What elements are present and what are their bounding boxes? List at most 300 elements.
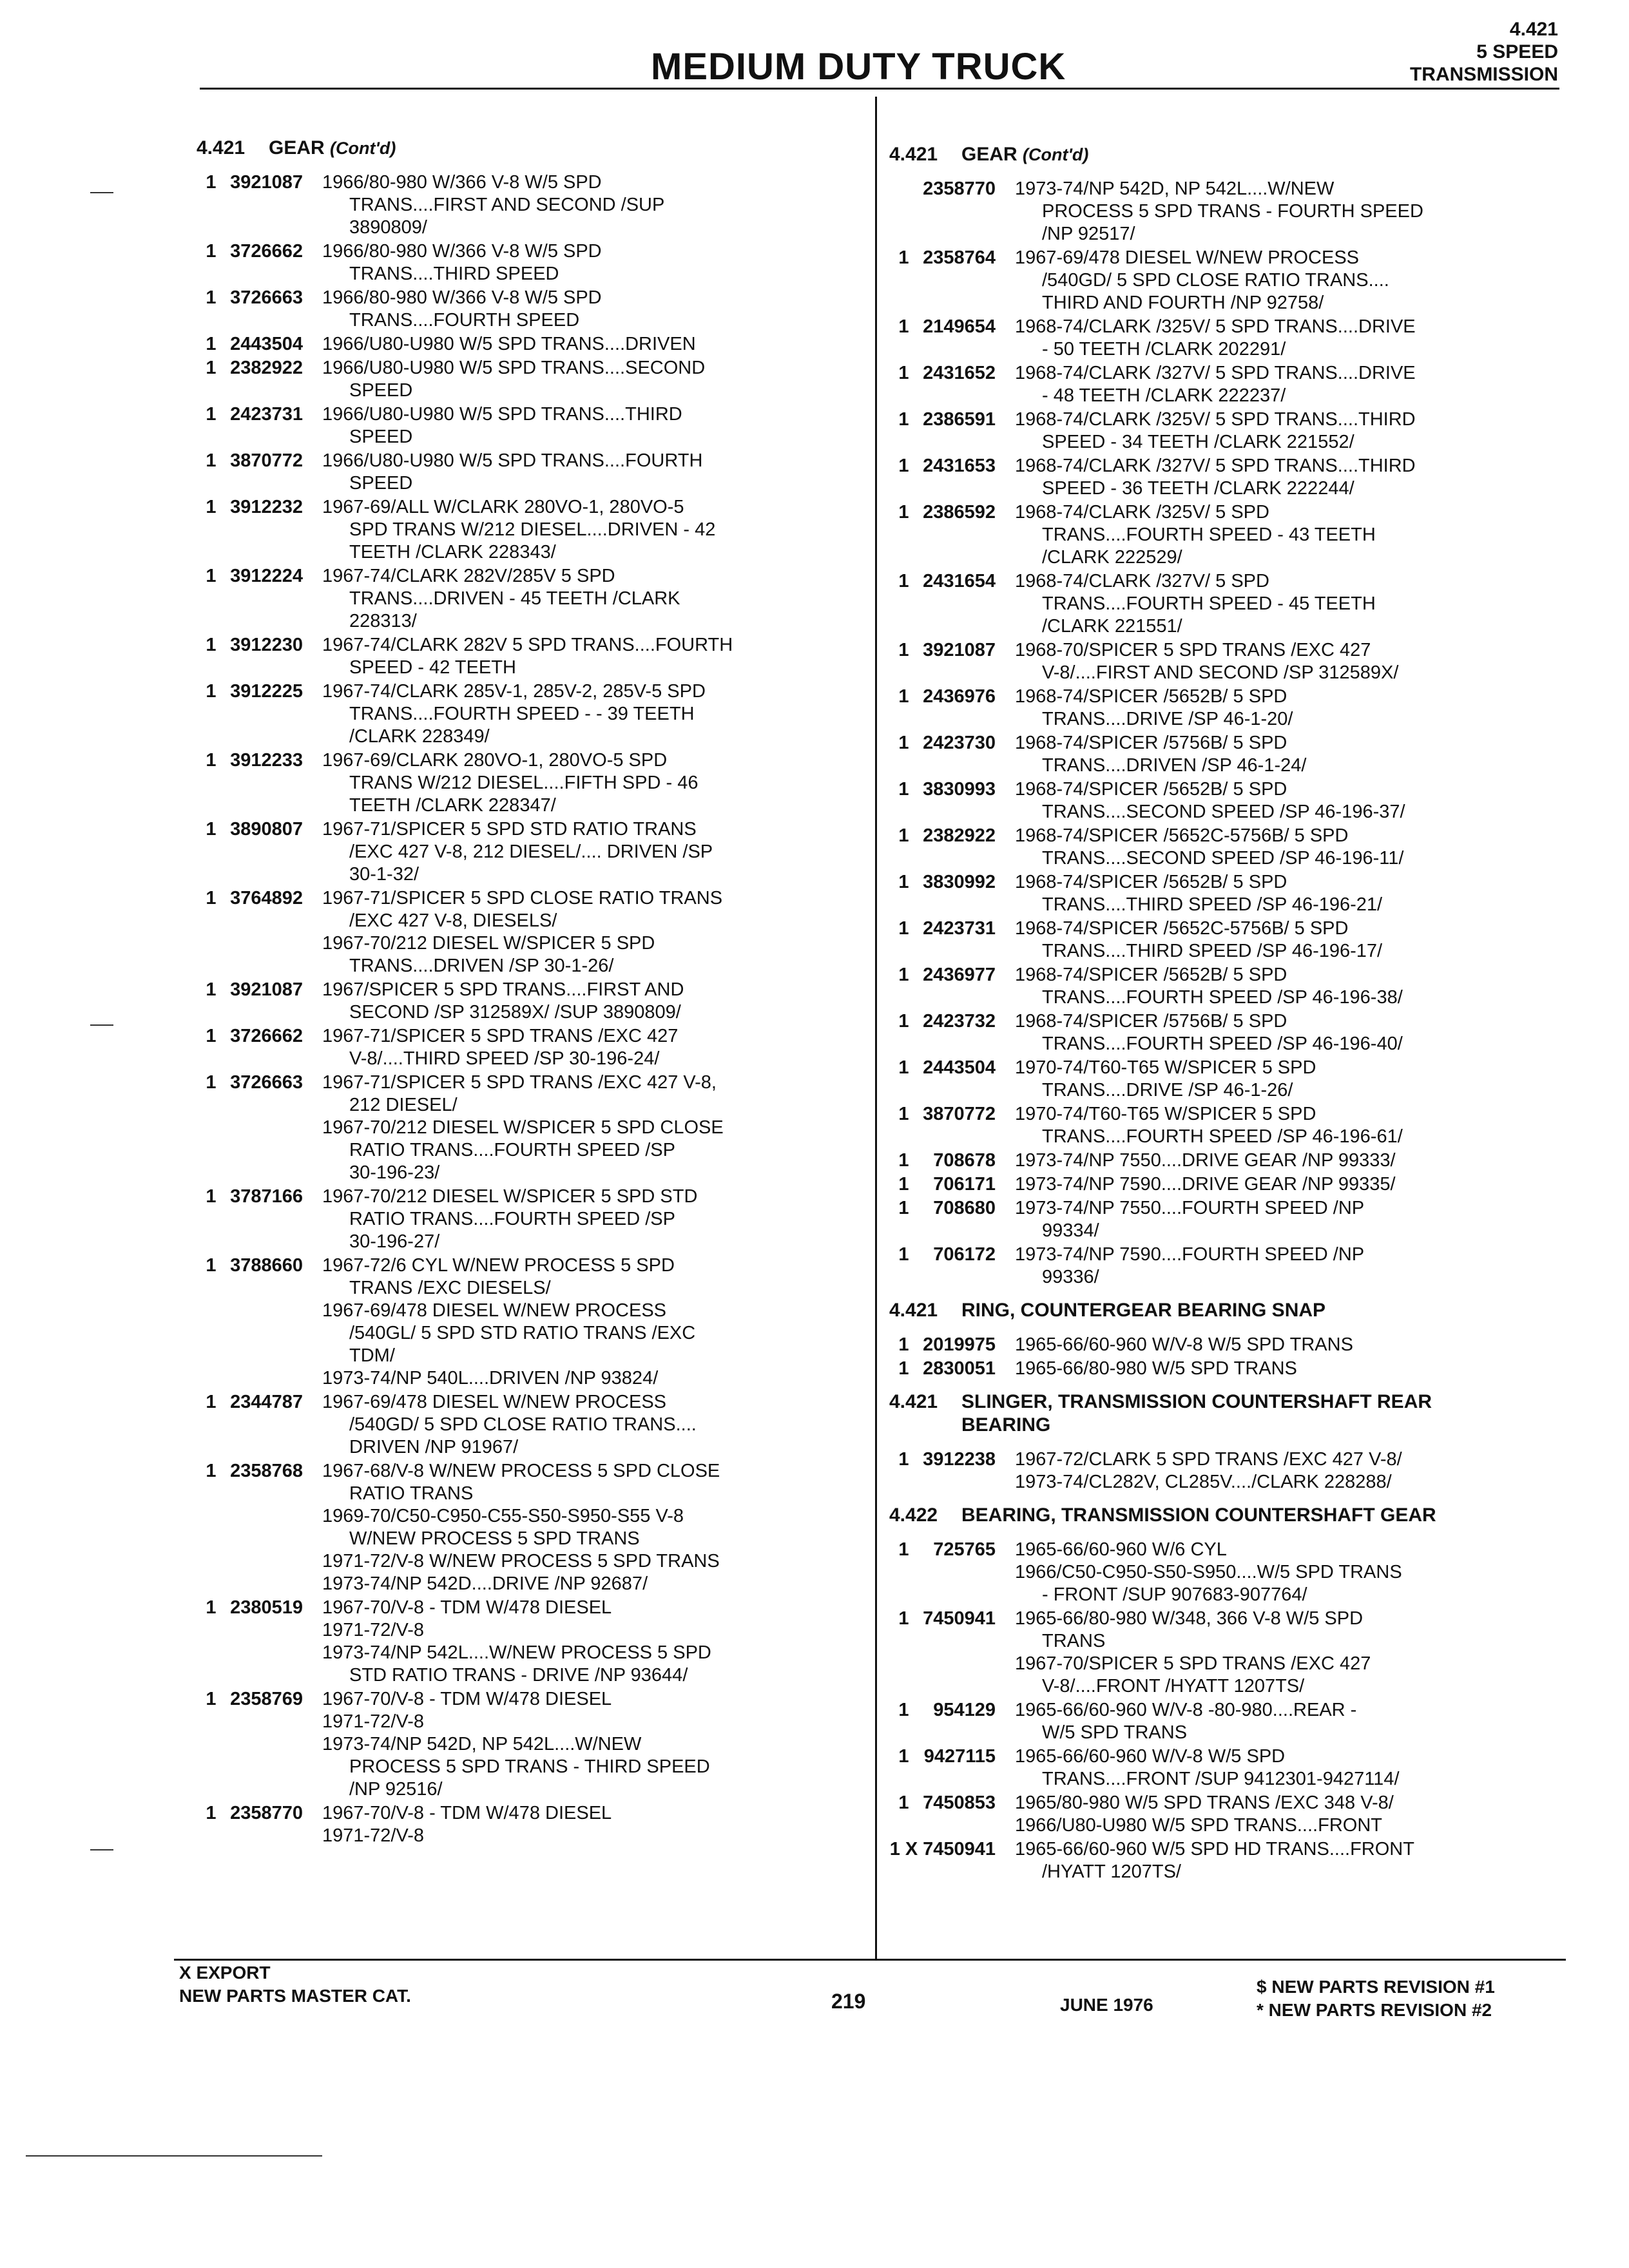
column-divider	[875, 97, 877, 1959]
part-number: 2382922	[230, 358, 303, 378]
description-line: 1967-71/SPICER 5 SPD TRANS /EXC 427 V-8,	[322, 1072, 717, 1093]
description-line: 1973-74/NP 7590....DRIVE GEAR /NP 99335/	[1015, 1174, 1396, 1195]
part-number: 2431654	[923, 571, 996, 591]
description-line: 1968-74/SPICER /5756B/ 5 SPD	[1015, 733, 1287, 753]
quantity: 1	[206, 1461, 217, 1481]
description-line: 1966/U80-U980 W/5 SPD TRANS....FOURTH	[322, 450, 703, 471]
part-entry	[889, 1149, 1566, 1172]
part-description	[1015, 1057, 1566, 1102]
quantity: 1	[206, 1026, 217, 1046]
quantity: 1	[898, 965, 909, 985]
description-line: 1968-74/SPICER /5652C-5756B/ 5 SPD	[1015, 918, 1349, 939]
description-line: 1968-74/SPICER /5652B/ 5 SPD	[1015, 686, 1287, 707]
part-description	[1015, 178, 1566, 245]
margin-mark	[90, 192, 113, 193]
part-description	[1015, 247, 1566, 314]
description-line: 1967-71/SPICER 5 SPD STD RATIO TRANS	[322, 819, 697, 840]
description-line: 1967-71/SPICER 5 SPD TRANS /EXC 427	[322, 1026, 679, 1046]
quantity: 1	[898, 409, 909, 430]
part-number: 3912230	[230, 635, 303, 655]
description-line: 1968-74/CLARK /327V/ 5 SPD TRANS....THIRD	[1015, 456, 1416, 476]
description-line: TRANS....FOURTH SPEED /SP 46-196-61/	[1042, 1126, 1403, 1147]
part-description	[1015, 1792, 1566, 1837]
description-line: 1971-72/V-8 W/NEW PROCESS 5 SPD TRANS	[322, 1551, 720, 1571]
part-entry	[889, 1010, 1566, 1055]
part-number: 2830051	[923, 1358, 996, 1379]
quantity: 1	[206, 819, 217, 840]
part-number: 7450853	[923, 1792, 996, 1813]
part-entry	[889, 1358, 1566, 1380]
quantity: 1	[898, 1746, 909, 1767]
quantity: 1	[206, 287, 217, 308]
part-number: 2380519	[230, 1597, 303, 1618]
quantity: 1	[898, 1358, 909, 1379]
description-line: 1966/U80-U980 W/5 SPD TRANS....DRIVEN	[322, 334, 696, 354]
description-line: - FRONT /SUP 907683-907764/	[1042, 1584, 1307, 1605]
part-description	[322, 1597, 867, 1687]
part-entry	[889, 408, 1566, 454]
description-line: TRANS /EXC DIESELS/	[349, 1278, 551, 1298]
description-line: 1968-74/CLARK /325V/ 5 SPD	[1015, 502, 1269, 523]
part-description	[1015, 362, 1566, 407]
part-number: 2423730	[923, 733, 996, 753]
part-entry	[889, 178, 1566, 245]
description-line: 1965-66/80-980 W/348, 366 V-8 W/5 SPD	[1015, 1608, 1364, 1629]
description-line: SECOND /SP 312589X/ /SUP 3890809/	[349, 1002, 681, 1023]
description-line: 1968-74/SPICER /5756B/ 5 SPD	[1015, 1011, 1287, 1032]
part-number: 2382922	[923, 825, 996, 846]
description-line: SPEED - 36 TEETH /CLARK 222244/	[1042, 478, 1354, 499]
description-line: 1966/80-980 W/366 V-8 W/5 SPD	[322, 172, 602, 193]
description-line: TRANS....FOURTH SPEED /SP 46-196-38/	[1042, 987, 1403, 1008]
quantity: 1	[898, 1449, 909, 1470]
description-line: 30-196-23/	[349, 1162, 440, 1183]
margin-mark	[90, 1024, 113, 1026]
part-description	[322, 171, 867, 239]
quantity: 1	[206, 241, 217, 262]
part-description	[1015, 686, 1566, 731]
part-description	[322, 634, 867, 679]
description-line: TRANS....FRONT /SUP 9412301-9427114/	[1042, 1769, 1400, 1789]
description-line: SPD TRANS W/212 DIESEL....DRIVEN - 42	[349, 519, 716, 540]
description-line: 1967-70/V-8 - TDM W/478 DIESEL	[322, 1803, 612, 1823]
header-section-num: 4.421	[1509, 19, 1558, 40]
quantity: 1	[206, 334, 217, 354]
description-line: 1969-70/C50-C950-C55-S50-S950-S55 V-8	[322, 1506, 684, 1526]
quantity: 1	[206, 1072, 217, 1093]
description-line: /CLARK 222529/	[1042, 547, 1182, 568]
section-name: SLINGER, TRANSMISSION COUNTERSHAFT REAR	[961, 1391, 1432, 1412]
quantity: 1	[898, 1700, 909, 1720]
description-line: TDM/	[349, 1345, 395, 1366]
section-heading	[889, 143, 1566, 166]
part-description	[322, 287, 867, 332]
part-entry	[197, 1460, 867, 1595]
revision-1-note: $ NEW PARTS REVISION #1	[1257, 1977, 1495, 1997]
scan-line	[26, 2155, 322, 2157]
part-number: 3830993	[923, 779, 996, 800]
part-description	[322, 979, 867, 1024]
quantity	[889, 178, 918, 245]
description-line: 212 DIESEL/	[349, 1095, 458, 1115]
description-line: 1967/SPICER 5 SPD TRANS....FIRST AND	[322, 979, 684, 1000]
part-entry	[889, 1173, 1566, 1196]
part-entry	[197, 565, 867, 633]
quantity: 1	[898, 779, 909, 800]
description-line: /NP 92517/	[1042, 224, 1135, 244]
part-entry	[197, 1186, 867, 1253]
description-line: 1971-72/V-8	[322, 1620, 425, 1640]
part-entry	[197, 634, 867, 679]
part-entry	[197, 1688, 867, 1801]
description-line: 1967-69/478 DIESEL W/NEW PROCESS	[1015, 247, 1360, 268]
description-line: TRANS....FOURTH SPEED /SP 46-196-40/	[1042, 1033, 1403, 1054]
part-entry	[197, 979, 867, 1024]
quantity: 1	[898, 1539, 909, 1560]
description-line: 1970-74/T60-T65 W/SPICER 5 SPD	[1015, 1057, 1316, 1078]
description-line: 1966/U80-U980 W/5 SPD TRANS....FRONT	[1015, 1815, 1382, 1836]
revision-2-note: * NEW PARTS REVISION #2	[1257, 2000, 1492, 2020]
part-entry	[197, 1391, 867, 1459]
part-entry	[889, 1103, 1566, 1148]
part-number: 3921087	[230, 172, 303, 193]
description-line: TRANS....THIRD SPEED /SP 46-196-21/	[1042, 894, 1383, 915]
description-line: /HYATT 1207TS/	[1042, 1861, 1181, 1882]
part-entry	[889, 1448, 1566, 1494]
quantity: 1	[898, 1608, 909, 1629]
description-line: TRANS....FOURTH SPEED	[349, 310, 580, 331]
part-entry	[889, 1745, 1566, 1791]
part-entry	[889, 1334, 1566, 1356]
description-line: 1973-74/NP 542D, NP 542L....W/NEW	[322, 1734, 642, 1754]
right-column	[889, 139, 1566, 1890]
description-line: 1967-74/CLARK 282V/285V 5 SPD	[322, 566, 615, 586]
description-line: 1967-69/478 DIESEL W/NEW PROCESS	[322, 1300, 667, 1321]
part-number: 706171	[933, 1174, 996, 1195]
description-line: 1968-74/CLARK /325V/ 5 SPD TRANS....DRIVE	[1015, 316, 1416, 337]
part-number: 3830992	[923, 872, 996, 892]
description-line: TRANS....FOURTH SPEED - - 39 TEETH	[349, 704, 695, 724]
description-line: SPEED - 42 TEETH	[349, 657, 516, 678]
part-entry	[889, 686, 1566, 731]
quantity: 1	[898, 918, 909, 939]
part-number: 2149654	[923, 316, 996, 337]
description-line: SPEED	[349, 380, 413, 401]
part-description	[1015, 1745, 1566, 1791]
part-entry	[889, 639, 1566, 684]
description-line: 1968-74/CLARK /327V/ 5 SPD	[1015, 571, 1269, 591]
part-description	[1015, 1197, 1566, 1242]
description-line: V-8/....THIRD SPEED /SP 30-196-24/	[349, 1048, 660, 1069]
quantity: 1	[898, 1104, 909, 1124]
description-line: 1968-74/SPICER /5652C-5756B/ 5 SPD	[1015, 825, 1349, 846]
description-line: 1965-66/60-960 W/5 SPD HD TRANS....FRONT	[1015, 1839, 1414, 1860]
part-entry	[889, 247, 1566, 314]
page-title: MEDIUM DUTY TRUCK	[651, 46, 1066, 88]
description-line: RATIO TRANS....FOURTH SPEED /SP	[349, 1209, 675, 1229]
quantity: 1	[898, 640, 909, 660]
description-line: 1971-72/V-8	[322, 1711, 425, 1732]
description-line: 1967-69/CLARK 280VO-1, 280VO-5 SPD	[322, 750, 668, 771]
part-entry	[889, 1539, 1566, 1606]
description-line: SPEED	[349, 427, 413, 447]
part-number: 2436976	[923, 686, 996, 707]
quantity: 1	[206, 1803, 217, 1823]
description-line: TRANS....SECOND SPEED /SP 46-196-37/	[1042, 802, 1405, 822]
part-number: 2423732	[923, 1011, 996, 1032]
part-number: 2344787	[230, 1392, 303, 1412]
part-entry	[197, 1072, 867, 1184]
quantity: 1	[898, 247, 909, 268]
margin-mark	[90, 1849, 113, 1850]
description-line: TRANS....FIRST AND SECOND /SUP	[349, 195, 665, 215]
description-line: 1968-74/SPICER /5652B/ 5 SPD	[1015, 965, 1287, 985]
header-section-number	[1410, 18, 1558, 86]
part-description	[1015, 1699, 1566, 1744]
part-number: 706172	[933, 1244, 996, 1265]
part-entry	[197, 1802, 867, 1847]
quantity: 1	[206, 635, 217, 655]
part-entry	[197, 287, 867, 332]
part-entry	[889, 501, 1566, 569]
part-number: 3912233	[230, 750, 303, 771]
section-name: BEARING, TRANSMISSION COUNTERSHAFT GEAR	[961, 1504, 1436, 1526]
quantity: 1	[898, 1174, 909, 1195]
description-line: 1968-74/SPICER /5652B/ 5 SPD	[1015, 872, 1287, 892]
quantity: 1	[206, 1689, 217, 1709]
quantity: 1	[206, 979, 217, 1000]
part-number: 2431653	[923, 456, 996, 476]
section-continued: (Cont'd)	[330, 139, 396, 158]
header-subtitle-2: TRANSMISSION	[1409, 64, 1558, 85]
left-column	[197, 133, 867, 1854]
description-line: TRANS....SECOND SPEED /SP 46-196-11/	[1042, 848, 1404, 869]
description-line: 1967-68/V-8 W/NEW PROCESS 5 SPD CLOSE	[322, 1461, 720, 1481]
quantity: 1	[206, 1597, 217, 1618]
description-line: 30-1-32/	[349, 864, 419, 885]
description-line: SPEED	[349, 473, 413, 494]
part-entry	[889, 570, 1566, 638]
description-line: 1967-72/6 CYL W/NEW PROCESS 5 SPD	[322, 1255, 675, 1276]
part-number: 3870772	[230, 450, 303, 471]
part-description	[1015, 1334, 1566, 1356]
quantity: 1	[206, 681, 217, 702]
part-number: 3890807	[230, 819, 303, 840]
part-description	[1015, 871, 1566, 916]
part-number: 9427115	[923, 1746, 996, 1767]
part-entry	[889, 1197, 1566, 1242]
part-number: 2386591	[923, 409, 996, 430]
part-description	[1015, 501, 1566, 569]
description-line: 1965/80-980 W/5 SPD TRANS /EXC 348 V-8/	[1015, 1792, 1394, 1813]
part-entry	[197, 496, 867, 564]
part-number: 3764892	[230, 888, 303, 908]
part-number: 3912225	[230, 681, 303, 702]
description-line: 1966/U80-U980 W/5 SPD TRANS....SECOND	[322, 358, 706, 378]
description-line: 1973-74/NP 542L....W/NEW PROCESS 5 SPD	[322, 1642, 711, 1663]
description-line: 1967-72/CLARK 5 SPD TRANS /EXC 427 V-8/	[1015, 1449, 1402, 1470]
part-description	[1015, 732, 1566, 777]
part-description	[322, 1186, 867, 1253]
master-cat-note: NEW PARTS MASTER CAT.	[179, 1986, 411, 2006]
part-description	[1015, 1244, 1566, 1289]
part-description	[322, 333, 867, 356]
part-description	[322, 887, 867, 977]
quantity: 1	[206, 1186, 217, 1207]
section-name: GEAR	[961, 144, 1017, 165]
description-line: TRANS....DRIVE /SP 46-1-20/	[1042, 709, 1293, 729]
description-line: /NP 92516/	[349, 1779, 443, 1800]
part-number: 2423731	[923, 918, 996, 939]
part-entry	[889, 825, 1566, 870]
quantity: 1	[898, 571, 909, 591]
part-description	[1015, 1010, 1566, 1055]
description-line: TRANS....DRIVEN /SP 46-1-24/	[1042, 755, 1307, 776]
part-entry	[197, 171, 867, 239]
part-description	[322, 1391, 867, 1459]
quantity: 1	[206, 172, 217, 193]
part-entry	[197, 403, 867, 448]
part-description	[322, 565, 867, 633]
section-name: GEAR	[269, 137, 325, 159]
section-continued: (Cont'd)	[1023, 145, 1089, 164]
part-entry	[889, 732, 1566, 777]
description-line: V-8/....FIRST AND SECOND /SP 312589X/	[1042, 662, 1399, 683]
description-line: 1967-70/212 DIESEL W/SPICER 5 SPD STD	[322, 1186, 698, 1207]
description-line: V-8/....FRONT /HYATT 1207TS/	[1042, 1676, 1305, 1696]
description-line: 1973-74/NP 542D....DRIVE /NP 92687/	[322, 1573, 648, 1594]
description-line: /540GD/ 5 SPD CLOSE RATIO TRANS....	[349, 1414, 697, 1435]
date: JUNE 1976	[1060, 1995, 1153, 2015]
description-line: 1967-69/ALL W/CLARK 280VO-1, 280VO-5	[322, 497, 684, 517]
description-line: TRANS....THIRD SPEED /SP 46-196-17/	[1042, 941, 1383, 961]
part-entry	[889, 964, 1566, 1009]
part-entry	[197, 1025, 867, 1070]
part-description	[322, 450, 867, 495]
part-entry	[197, 333, 867, 356]
section-name: RING, COUNTERGEAR BEARING SNAP	[961, 1300, 1326, 1321]
section-name-line2: BEARING	[961, 1414, 1051, 1436]
quantity: 1	[898, 1057, 909, 1078]
quantity: 1	[206, 1255, 217, 1276]
part-entry	[889, 1057, 1566, 1102]
description-line: TRANS....DRIVE /SP 46-1-26/	[1042, 1080, 1293, 1100]
part-number: 2443504	[230, 334, 303, 354]
section-heading	[889, 1299, 1566, 1322]
description-line: 228313/	[349, 611, 417, 631]
section-heading	[889, 1390, 1566, 1437]
part-entry	[889, 1244, 1566, 1289]
part-entry	[197, 240, 867, 285]
part-description	[322, 749, 867, 817]
part-entry	[197, 680, 867, 748]
quantity: 1	[898, 1334, 909, 1355]
description-line: 1967-74/CLARK 282V 5 SPD TRANS....FOURTH	[322, 635, 733, 655]
part-entry	[889, 455, 1566, 500]
part-entry	[197, 450, 867, 495]
part-description	[322, 357, 867, 402]
part-number: 7450941	[923, 1608, 996, 1629]
description-line: PROCESS 5 SPD TRANS - FOURTH SPEED	[1042, 201, 1423, 222]
description-line: /CLARK 228349/	[349, 726, 490, 747]
part-number: 2019975	[923, 1334, 996, 1355]
part-description	[1015, 455, 1566, 500]
description-line: 1973-74/CL282V, CL285V..../CLARK 228288/	[1015, 1472, 1392, 1492]
quantity: 1	[898, 1150, 909, 1171]
part-entry	[889, 918, 1566, 963]
quantity: 1	[206, 888, 217, 908]
part-description	[1015, 1358, 1566, 1380]
part-description	[322, 1254, 867, 1390]
export-note: X EXPORT	[179, 1963, 271, 1983]
description-line: THIRD AND FOURTH /NP 92758/	[1042, 293, 1324, 313]
section-heading	[889, 1504, 1566, 1527]
part-number: 954129	[933, 1700, 996, 1720]
description-line: TRANS....DRIVEN /SP 30-1-26/	[349, 956, 614, 976]
part-description	[322, 240, 867, 285]
section-number: 4.422	[889, 1504, 938, 1526]
page-number: 219	[831, 1990, 866, 2013]
description-line: 1971-72/V-8	[322, 1825, 425, 1846]
description-line: 30-196-27/	[349, 1231, 440, 1252]
description-line: 1973-74/NP 7550....FOURTH SPEED /NP	[1015, 1198, 1365, 1218]
quantity: 1	[898, 1792, 909, 1813]
description-line: /540GD/ 5 SPD CLOSE RATIO TRANS....	[1042, 270, 1389, 291]
description-line: 1967-70/V-8 - TDM W/478 DIESEL	[322, 1689, 612, 1709]
description-line: 1967-70/SPICER 5 SPD TRANS /EXC 427	[1015, 1653, 1371, 1674]
part-entry	[197, 818, 867, 886]
part-description	[322, 1072, 867, 1184]
part-entry	[889, 871, 1566, 916]
description-line: TEETH /CLARK 228347/	[349, 795, 556, 816]
part-number: 3921087	[230, 979, 303, 1000]
quantity: 1	[898, 825, 909, 846]
description-line: TRANS W/212 DIESEL....FIFTH SPD - 46	[349, 773, 699, 793]
description-line: SPEED - 34 TEETH /CLARK 221552/	[1042, 432, 1354, 452]
section-heading	[197, 137, 867, 160]
description-line: 1973-74/NP 7550....DRIVE GEAR /NP 99333/	[1015, 1150, 1396, 1171]
part-description	[1015, 778, 1566, 823]
description-line: RATIO TRANS....FOURTH SPEED /SP	[349, 1140, 675, 1160]
part-number: 3787166	[230, 1186, 303, 1207]
part-entry	[197, 1254, 867, 1390]
quantity: 1	[898, 1011, 909, 1032]
quantity: 1	[898, 872, 909, 892]
part-number: 3921087	[923, 640, 996, 660]
part-entry	[197, 749, 867, 817]
description-line: 1967-69/478 DIESEL W/NEW PROCESS	[322, 1392, 667, 1412]
description-line: W/NEW PROCESS 5 SPD TRANS	[349, 1528, 640, 1549]
description-line: 1966/80-980 W/366 V-8 W/5 SPD	[322, 241, 602, 262]
part-description	[1015, 639, 1566, 684]
description-line: RATIO TRANS	[349, 1483, 474, 1504]
description-line: - 50 TEETH /CLARK 202291/	[1042, 339, 1286, 360]
part-description	[322, 1688, 867, 1801]
description-line: /EXC 427 V-8, DIESELS/	[349, 910, 557, 931]
part-number: 2358769	[230, 1689, 303, 1709]
part-entry	[197, 1597, 867, 1687]
description-line: W/5 SPD TRANS	[1042, 1722, 1188, 1743]
section-number: 4.421	[889, 1300, 938, 1321]
part-number: 3912224	[230, 566, 303, 586]
quantity: 1	[206, 404, 217, 425]
description-line: 1967-70/212 DIESEL W/SPICER 5 SPD	[322, 933, 655, 954]
description-line: 1973-74/NP 542D, NP 542L....W/NEW	[1015, 178, 1335, 199]
part-description	[1015, 964, 1566, 1009]
quantity: 1 X	[889, 1839, 918, 1860]
part-entry	[197, 357, 867, 402]
part-description	[322, 818, 867, 886]
